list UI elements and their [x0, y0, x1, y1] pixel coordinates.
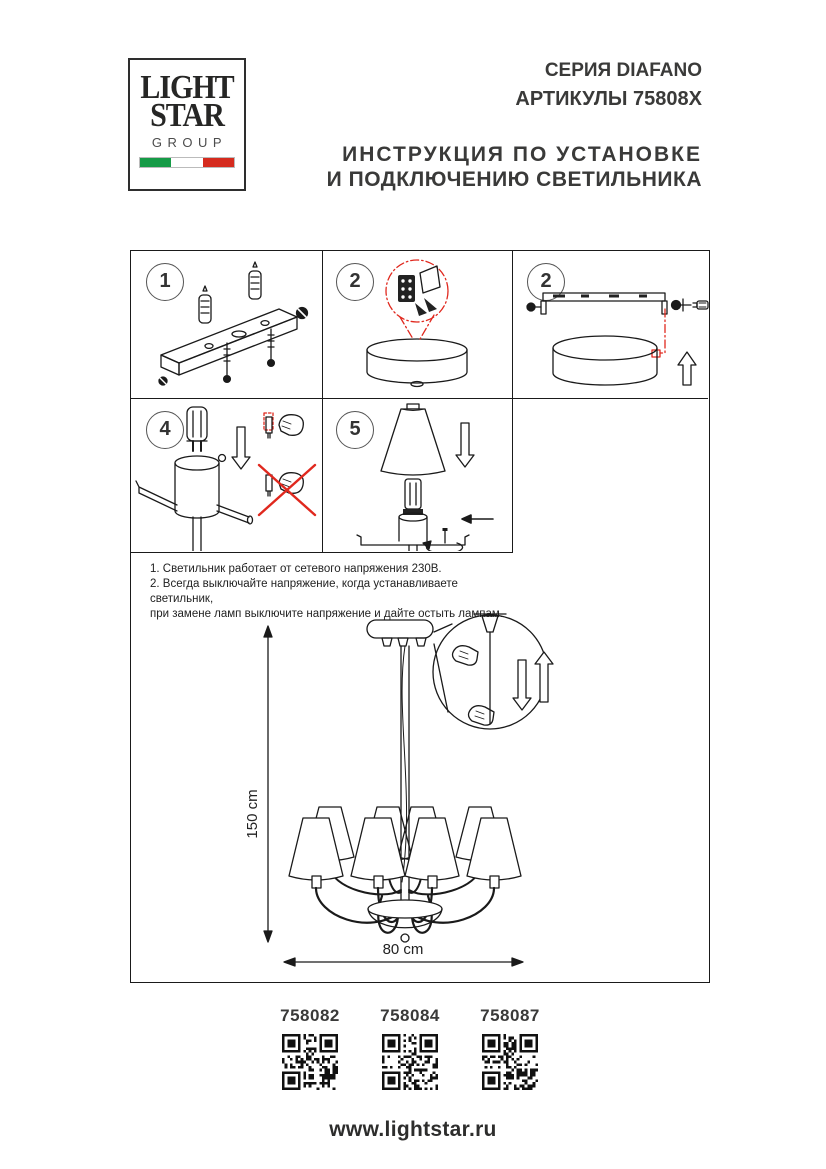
article-number: 758087	[480, 1006, 540, 1025]
wrong-handling-pictogram	[259, 465, 315, 515]
up-arrow-icon	[678, 352, 696, 385]
product-item-758082	[260, 1006, 360, 1090]
down-arrow-icon	[456, 423, 474, 467]
screw-head-icon	[159, 377, 167, 385]
mounting-bar-drawing	[527, 293, 681, 314]
instruction-title-line1: ИНСТРУКЦИЯ ПО УСТАНОВКЕ	[342, 143, 702, 166]
step-badge-5: 5	[336, 411, 374, 449]
qr-code	[382, 1034, 438, 1090]
header-text	[327, 60, 702, 192]
website-url: www.lightstar.ru	[329, 1118, 497, 1141]
product-item-758087	[460, 1006, 560, 1090]
canopy-drawing	[553, 336, 657, 385]
width-dimension	[284, 941, 523, 966]
step4-bulb-insertion-illustration	[131, 399, 321, 551]
article-number: 758084	[380, 1006, 440, 1025]
article-number: 758082	[280, 1006, 340, 1025]
italian-flag-bar	[139, 157, 235, 168]
width-dimension-label: 80 cm	[382, 941, 424, 958]
height-dimension-label: 150 cm	[244, 789, 261, 839]
step-badge-1: 1	[146, 263, 184, 301]
step5-shade-installation-illustration	[323, 399, 511, 551]
red-guide-line	[660, 309, 665, 353]
socket-body-drawing	[136, 455, 253, 552]
hand-icon	[453, 646, 479, 665]
terminal-block-icon	[398, 266, 440, 316]
callout-balloon	[386, 260, 448, 339]
lampshade-drawing	[381, 404, 445, 475]
screw-icon	[268, 329, 275, 366]
qr-code	[282, 1034, 338, 1090]
up-arrow-icon	[535, 652, 553, 702]
step2b-bracket-canopy-illustration	[513, 251, 709, 397]
note-line-2: 2. Всегда выключайте напряжение, когда устанавливаете светильник,	[150, 578, 458, 605]
canopy-drawing	[367, 339, 467, 387]
lightstar-logo	[128, 58, 246, 191]
wall-anchor-icon	[249, 262, 261, 299]
step-badge-4: 4	[146, 411, 184, 449]
left-arrow-icon	[462, 515, 493, 523]
down-arrow-icon	[513, 660, 531, 710]
instruction-title-line2: И ПОДКЛЮЧЕНИЮ СВЕТИЛЬНИКА	[326, 168, 702, 191]
product-item-758084	[360, 1006, 460, 1090]
screw-icon	[224, 343, 231, 382]
qr-code	[482, 1034, 538, 1090]
note-line-3: при замене ламп выключите напряжение и дайте остыть лампам.	[150, 608, 504, 620]
step-badge-3: 2	[527, 263, 565, 301]
logo-word-light: LIGHT	[140, 68, 234, 106]
step2-terminal-callout-illustration	[323, 251, 511, 397]
wall-anchor-icon	[199, 286, 211, 323]
note-line-1: 1. Светильник работает от сетевого напряжения 230В.	[150, 563, 442, 575]
height-dimension	[244, 626, 272, 942]
series-title: СЕРИЯ DIAFANO	[544, 60, 702, 81]
step1-bracket-illustration	[131, 251, 321, 397]
logo-word-star: STAR	[150, 96, 224, 134]
articles-title: АРТИКУЛЫ 75808X	[515, 88, 702, 110]
red-cross-icon	[259, 465, 315, 515]
bulb-and-socket-drawing	[357, 479, 469, 551]
flag-red-stripe	[203, 158, 234, 167]
height-adjust-callout	[433, 614, 553, 729]
flag-green-stripe	[140, 158, 171, 167]
screw-head-icon	[297, 308, 308, 319]
rotate-arrow-icon	[423, 528, 463, 551]
chandelier-diagram	[130, 552, 710, 982]
down-arrow-icon	[232, 427, 250, 469]
g9-bulb-icon	[187, 407, 207, 451]
flag-white-stripe	[171, 158, 202, 167]
step-badge-2: 2	[336, 263, 374, 301]
logo-word-group: GROUP	[151, 135, 228, 150]
screwdriver-icon	[681, 299, 708, 311]
ceiling-canopy-drawing	[367, 620, 433, 646]
correct-handling-pictogram	[264, 413, 303, 438]
